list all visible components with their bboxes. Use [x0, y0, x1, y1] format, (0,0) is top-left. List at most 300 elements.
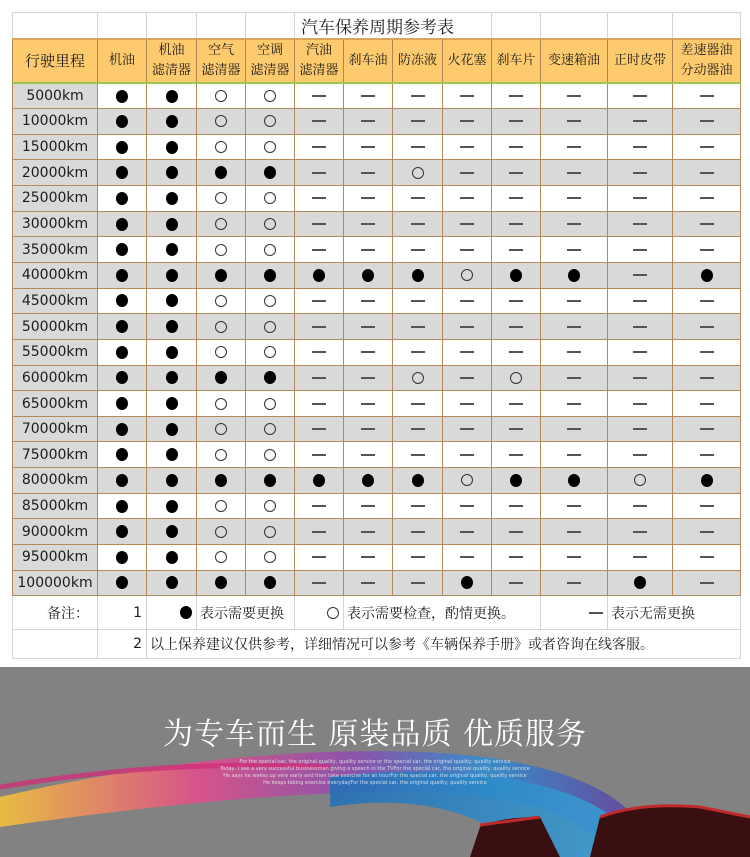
maintenance-cell	[541, 134, 608, 160]
replace-dot-icon	[166, 320, 178, 333]
maintenance-cell	[98, 186, 147, 212]
maintenance-cell	[98, 339, 147, 365]
maintenance-cell	[147, 416, 197, 442]
replace-dot-icon	[166, 397, 178, 410]
no-action-dash-icon	[633, 428, 647, 430]
no-action-dash-icon	[509, 505, 523, 507]
maintenance-cell	[492, 314, 541, 340]
maintenance-cell	[393, 339, 443, 365]
maintenance-cell	[492, 237, 541, 263]
table-row	[13, 570, 741, 596]
maintenance-cell	[608, 288, 673, 314]
replace-dot-icon	[116, 269, 128, 282]
maintenance-cell	[393, 365, 443, 391]
column-header-line: 正时皮带	[613, 53, 666, 68]
column-header-line: 滤清器	[151, 63, 191, 78]
no-action-dash-icon	[312, 428, 326, 430]
maintenance-cell	[541, 83, 608, 109]
no-action-dash-icon	[460, 300, 474, 302]
no-action-dash-icon	[312, 249, 326, 251]
maintenance-cell	[393, 314, 443, 340]
check-circle-icon	[215, 346, 227, 358]
mileage-cell: 30000km	[13, 211, 98, 237]
check-circle-icon	[264, 526, 276, 538]
maintenance-cell	[608, 83, 673, 109]
no-action-dash-icon	[567, 377, 581, 379]
replace-dot-icon	[215, 576, 227, 589]
no-action-dash-icon	[700, 531, 714, 533]
maintenance-cell	[673, 493, 741, 519]
maintenance-cell	[295, 288, 344, 314]
check-circle-icon	[215, 500, 227, 512]
banner-subtitle-line: Today, I see a very successful businessman giving a speech in the TVFor the special car, the original quality, quality service	[220, 766, 530, 772]
check-circle-icon	[264, 398, 276, 410]
maintenance-cell	[608, 314, 673, 340]
check-circle-icon	[264, 192, 276, 204]
mileage-cell: 40000km	[13, 262, 98, 288]
no-action-dash-icon	[312, 326, 326, 328]
no-action-dash-icon	[567, 146, 581, 148]
maintenance-cell	[492, 83, 541, 109]
no-action-dash-icon	[312, 95, 326, 97]
no-action-dash-icon	[460, 505, 474, 507]
no-action-dash-icon	[509, 326, 523, 328]
check-circle-icon	[634, 474, 646, 486]
maintenance-cell	[344, 442, 393, 468]
maintenance-cell	[295, 545, 344, 571]
replace-dot-icon	[116, 551, 128, 564]
check-circle-icon	[215, 321, 227, 333]
maintenance-cell	[246, 288, 295, 314]
replace-dot-icon	[166, 346, 178, 359]
no-action-dash-icon	[633, 377, 647, 379]
maintenance-cell	[344, 211, 393, 237]
maintenance-cell	[344, 365, 393, 391]
no-action-dash-icon	[312, 377, 326, 379]
maintenance-cell	[197, 160, 246, 186]
no-action-dash-icon	[460, 428, 474, 430]
maintenance-cell	[541, 288, 608, 314]
table-row	[13, 519, 741, 545]
mileage-cell: 90000km	[13, 519, 98, 545]
maintenance-cell	[295, 237, 344, 263]
maintenance-cell	[673, 339, 741, 365]
maintenance-cell	[492, 160, 541, 186]
no-action-dash-icon	[633, 454, 647, 456]
maintenance-cell	[295, 160, 344, 186]
replace-dot-icon	[264, 474, 276, 487]
maintenance-cell	[608, 237, 673, 263]
maintenance-cell	[492, 416, 541, 442]
maintenance-cell	[344, 416, 393, 442]
no-action-dash-icon	[312, 172, 326, 174]
no-action-dash-icon	[633, 556, 647, 558]
maintenance-cell	[393, 211, 443, 237]
table-row	[13, 468, 741, 494]
table-row	[13, 545, 741, 571]
maintenance-cell	[98, 545, 147, 571]
maintenance-cell	[608, 109, 673, 135]
banner-subtitle	[200, 759, 550, 787]
maintenance-cell	[492, 339, 541, 365]
no-action-dash-icon	[411, 197, 425, 199]
replace-dot-icon	[116, 500, 128, 513]
maintenance-cell	[608, 468, 673, 494]
no-action-dash-icon	[700, 249, 714, 251]
maintenance-cell	[147, 365, 197, 391]
no-action-dash-icon	[460, 146, 474, 148]
column-header-line: 刹车油	[348, 53, 388, 68]
column-header	[147, 39, 197, 83]
mileage-cell: 60000km	[13, 365, 98, 391]
no-action-dash-icon	[700, 428, 714, 430]
replace-dot-icon	[412, 474, 424, 487]
column-header	[492, 39, 541, 83]
replace-dot-icon	[116, 192, 128, 205]
no-action-dash-icon	[633, 505, 647, 507]
banner-subtitle-line: He keeps taking exercise everydayFor the special car, the original quality, quality service	[263, 780, 487, 786]
check-circle-icon	[215, 244, 227, 256]
note-number: 2	[98, 630, 147, 659]
maintenance-cell	[393, 493, 443, 519]
maintenance-cell	[608, 493, 673, 519]
table-row	[13, 83, 741, 109]
no-action-dash-icon	[567, 556, 581, 558]
replace-dot-icon	[264, 269, 276, 282]
check-circle-icon	[215, 141, 227, 153]
maintenance-cell	[295, 391, 344, 417]
replace-dot-icon	[166, 269, 178, 282]
maintenance-cell	[443, 109, 492, 135]
no-action-dash-icon	[361, 300, 375, 302]
no-action-dash-icon	[567, 223, 581, 225]
disclaimer-text: 以上保养建议仅供参考，详细情况可以参考《车辆保养手册》或者咨询在线客服。	[147, 630, 741, 659]
no-action-dash-icon	[509, 223, 523, 225]
maintenance-cell	[393, 468, 443, 494]
maintenance-cell	[197, 314, 246, 340]
maintenance-cell	[673, 288, 741, 314]
replace-dot-icon	[166, 218, 178, 231]
no-action-dash-icon	[509, 300, 523, 302]
mileage-cell: 15000km	[13, 134, 98, 160]
maintenance-cell	[393, 237, 443, 263]
maintenance-cell	[98, 468, 147, 494]
no-action-dash-icon	[411, 223, 425, 225]
replace-dot-icon	[166, 525, 178, 538]
replace-dot-icon	[166, 371, 178, 384]
maintenance-cell	[98, 570, 147, 596]
maintenance-cell	[197, 211, 246, 237]
maintenance-cell	[344, 134, 393, 160]
replace-dot-icon	[116, 371, 128, 384]
maintenance-cell	[541, 416, 608, 442]
no-action-dash-icon	[361, 223, 375, 225]
replace-dot-icon	[116, 320, 128, 333]
maintenance-cell	[608, 545, 673, 571]
maintenance-cell	[295, 468, 344, 494]
no-action-dash-icon	[361, 172, 375, 174]
maintenance-cell	[98, 416, 147, 442]
no-action-dash-icon	[700, 556, 714, 558]
no-action-dash-icon	[700, 403, 714, 405]
replace-dot-icon	[116, 423, 128, 436]
table-row	[13, 109, 741, 135]
replace-dot-icon	[412, 269, 424, 282]
check-circle-icon	[264, 423, 276, 435]
table-row	[13, 442, 741, 468]
maintenance-cell	[246, 519, 295, 545]
no-action-dash-icon	[312, 403, 326, 405]
column-header-line: 变速箱油	[547, 53, 600, 68]
maintenance-cell	[98, 83, 147, 109]
maintenance-cell	[608, 365, 673, 391]
check-circle-icon	[264, 321, 276, 333]
replace-dot-icon	[116, 166, 128, 179]
maintenance-cell	[443, 314, 492, 340]
column-header	[344, 39, 393, 83]
maintenance-cell	[673, 262, 741, 288]
maintenance-cell	[147, 134, 197, 160]
replace-dot-icon	[510, 269, 522, 282]
maintenance-cell	[98, 134, 147, 160]
no-action-dash-icon	[411, 326, 425, 328]
maintenance-cell	[98, 365, 147, 391]
notes-label: 备注：	[13, 596, 98, 630]
replace-dot-icon	[166, 243, 178, 256]
maintenance-cell	[197, 288, 246, 314]
maintenance-cell	[443, 211, 492, 237]
no-action-dash-icon	[312, 223, 326, 225]
maintenance-cell	[295, 339, 344, 365]
maintenance-cell	[98, 288, 147, 314]
check-circle-icon	[412, 167, 424, 179]
maintenance-cell	[393, 570, 443, 596]
no-action-dash-icon	[411, 351, 425, 353]
maintenance-cell	[197, 493, 246, 519]
table-row	[13, 237, 741, 263]
maintenance-cell	[197, 570, 246, 596]
maintenance-cell	[246, 211, 295, 237]
no-action-dash-icon	[633, 531, 647, 533]
check-circle-icon	[215, 551, 227, 563]
maintenance-cell	[608, 442, 673, 468]
no-action-dash-icon	[700, 197, 714, 199]
no-action-dash-icon	[411, 403, 425, 405]
maintenance-cell	[673, 365, 741, 391]
check-circle-icon	[264, 449, 276, 461]
no-action-dash-icon	[633, 249, 647, 251]
maintenance-cell	[344, 237, 393, 263]
mileage-cell: 80000km	[13, 468, 98, 494]
no-action-dash-icon	[633, 300, 647, 302]
maintenance-cell	[443, 186, 492, 212]
maintenance-cell	[344, 83, 393, 109]
maintenance-cell	[393, 519, 443, 545]
maintenance-cell	[541, 109, 608, 135]
no-action-dash-icon	[411, 556, 425, 558]
maintenance-cell	[344, 339, 393, 365]
maintenance-cell	[197, 262, 246, 288]
replace-dot-icon	[701, 474, 713, 487]
maintenance-cell	[246, 314, 295, 340]
maintenance-cell	[147, 109, 197, 135]
maintenance-cell	[492, 211, 541, 237]
no-action-dash-icon	[700, 120, 714, 122]
no-action-dash-icon	[509, 531, 523, 533]
replace-dot-icon	[362, 269, 374, 282]
maintenance-cell	[393, 186, 443, 212]
no-action-dash-icon	[700, 146, 714, 148]
table-row	[13, 186, 741, 212]
check-circle-icon	[264, 90, 276, 102]
replace-dot-icon	[116, 90, 128, 103]
replace-dot-icon	[116, 294, 128, 307]
no-action-dash-icon	[460, 377, 474, 379]
column-header	[13, 39, 98, 83]
no-action-dash-icon	[460, 197, 474, 199]
maintenance-cell	[673, 83, 741, 109]
maintenance-cell	[608, 416, 673, 442]
maintenance-cell	[608, 262, 673, 288]
column-header-line: 机油	[108, 53, 135, 68]
check-circle-icon	[215, 295, 227, 307]
maintenance-cell	[393, 262, 443, 288]
no-action-dash-icon	[460, 249, 474, 251]
header-row	[13, 39, 741, 83]
no-action-dash-icon	[589, 612, 603, 614]
no-action-dash-icon	[361, 120, 375, 122]
column-header-line: 差速器油	[680, 43, 733, 58]
maintenance-cell	[246, 570, 295, 596]
maintenance-cell	[98, 519, 147, 545]
maintenance-cell	[295, 570, 344, 596]
column-header	[197, 39, 246, 83]
check-circle-icon	[264, 346, 276, 358]
no-action-dash-icon	[361, 403, 375, 405]
no-action-dash-icon	[361, 454, 375, 456]
no-action-dash-icon	[567, 403, 581, 405]
maintenance-cell	[246, 391, 295, 417]
no-action-dash-icon	[411, 146, 425, 148]
maintenance-cell	[246, 365, 295, 391]
no-action-dash-icon	[633, 351, 647, 353]
maintenance-cell	[295, 519, 344, 545]
maintenance-cell	[197, 186, 246, 212]
maintenance-cell	[98, 109, 147, 135]
maintenance-cell	[246, 416, 295, 442]
column-header-line: 刹车片	[496, 53, 536, 68]
no-action-dash-icon	[312, 197, 326, 199]
column-header	[673, 39, 741, 83]
replace-dot-icon	[166, 500, 178, 513]
column-header-line: 空气	[207, 43, 234, 58]
no-action-dash-icon	[460, 326, 474, 328]
maintenance-cell	[443, 262, 492, 288]
maintenance-cell	[492, 262, 541, 288]
replace-dot-icon	[116, 218, 128, 231]
maintenance-cell	[492, 109, 541, 135]
maintenance-cell	[344, 186, 393, 212]
no-action-dash-icon	[361, 249, 375, 251]
maintenance-cell	[393, 545, 443, 571]
maintenance-cell	[98, 493, 147, 519]
no-action-dash-icon	[460, 454, 474, 456]
replace-dot-icon	[116, 115, 128, 128]
replace-dot-icon	[634, 576, 646, 589]
column-header-line: 机油	[158, 43, 185, 58]
maintenance-table	[12, 12, 741, 659]
mileage-cell: 75000km	[13, 442, 98, 468]
maintenance-cell	[147, 468, 197, 494]
maintenance-cell	[197, 442, 246, 468]
maintenance-cell	[344, 545, 393, 571]
maintenance-cell	[147, 442, 197, 468]
no-action-dash-icon	[411, 531, 425, 533]
maintenance-cell	[246, 442, 295, 468]
column-header	[295, 39, 344, 83]
maintenance-cell	[541, 314, 608, 340]
replace-dot-icon	[701, 269, 713, 282]
maintenance-cell	[246, 109, 295, 135]
maintenance-cell	[443, 83, 492, 109]
maintenance-cell	[443, 416, 492, 442]
no-action-dash-icon	[633, 403, 647, 405]
maintenance-cell	[197, 134, 246, 160]
mileage-cell: 20000km	[13, 160, 98, 186]
maintenance-cell	[492, 442, 541, 468]
no-action-dash-icon	[361, 428, 375, 430]
check-circle-icon	[215, 449, 227, 461]
maintenance-cell	[541, 237, 608, 263]
promo-banner	[0, 667, 750, 857]
no-action-dash-icon	[312, 300, 326, 302]
maintenance-cell	[608, 160, 673, 186]
replace-dot-icon	[166, 166, 178, 179]
no-action-dash-icon	[460, 403, 474, 405]
maintenance-cell	[443, 519, 492, 545]
no-action-dash-icon	[361, 326, 375, 328]
check-circle-icon	[215, 115, 227, 127]
banner-title: 为专车而生 原装品质 优质服务	[162, 717, 588, 752]
maintenance-cell	[147, 186, 197, 212]
replace-dot-icon	[568, 269, 580, 282]
no-action-dash-icon	[411, 249, 425, 251]
replace-dot-icon	[180, 606, 192, 619]
replace-dot-icon	[116, 576, 128, 589]
maintenance-cell	[492, 365, 541, 391]
check-circle-icon	[215, 90, 227, 102]
no-action-dash-icon	[411, 505, 425, 507]
maintenance-cell	[492, 134, 541, 160]
no-action-dash-icon	[567, 351, 581, 353]
replace-dot-icon	[116, 448, 128, 461]
maintenance-cell	[147, 237, 197, 263]
no-action-dash-icon	[633, 95, 647, 97]
replace-dot-icon	[313, 474, 325, 487]
maintenance-cell	[344, 493, 393, 519]
maintenance-cell	[147, 519, 197, 545]
column-header	[608, 39, 673, 83]
maintenance-cell	[246, 237, 295, 263]
no-action-dash-icon	[567, 249, 581, 251]
maintenance-cell	[295, 365, 344, 391]
no-action-dash-icon	[700, 505, 714, 507]
maintenance-cell	[147, 262, 197, 288]
table-row	[13, 339, 741, 365]
maintenance-cell	[246, 134, 295, 160]
replace-dot-icon	[166, 192, 178, 205]
no-action-dash-icon	[312, 120, 326, 122]
